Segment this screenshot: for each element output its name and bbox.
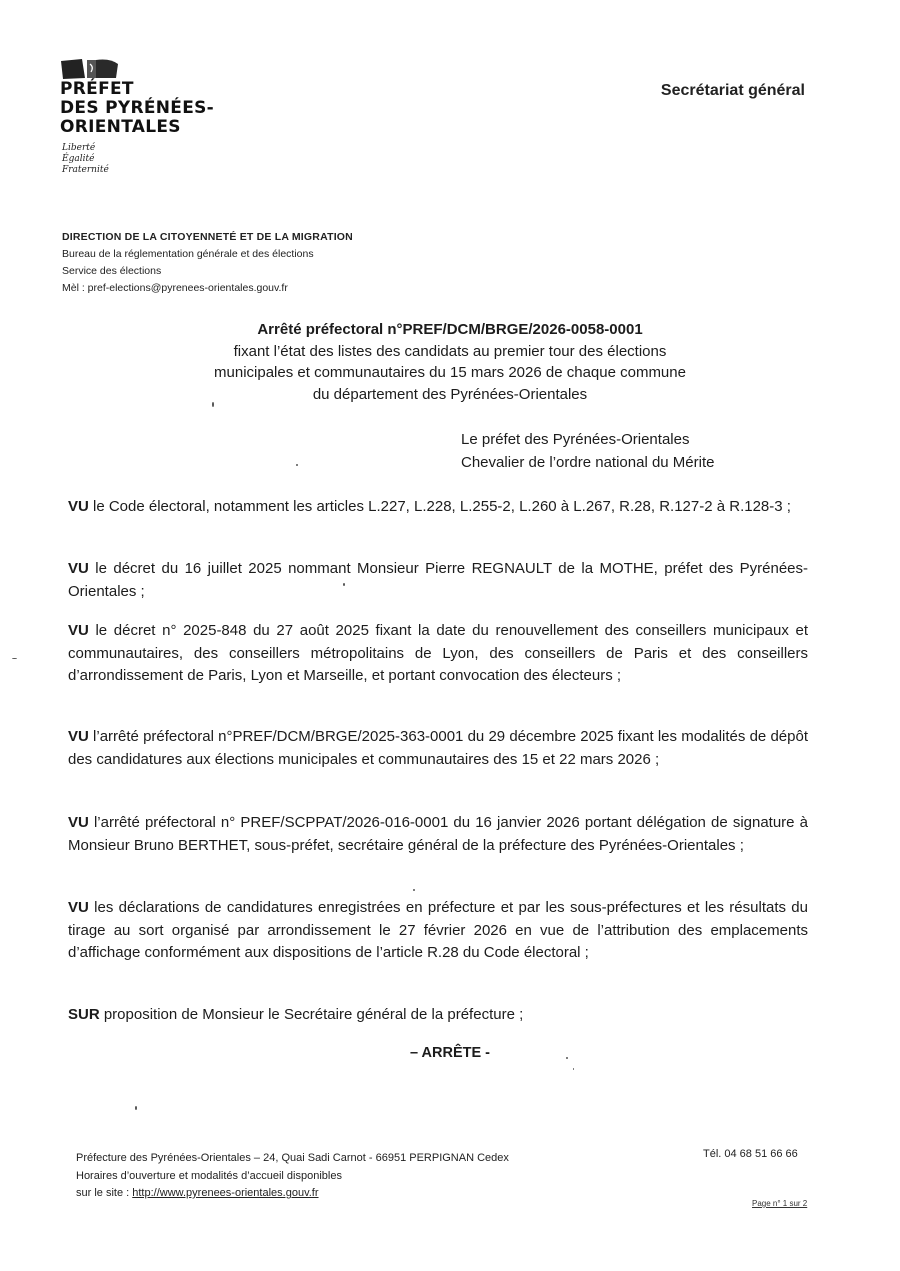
- consideration-paragraph: [68, 558, 808, 603]
- consideration-paragraph: [68, 726, 808, 771]
- consideration-paragraph: [68, 897, 808, 965]
- prefecture-logo: [60, 58, 290, 176]
- page-number: Page n° 1 sur 2: [752, 1199, 808, 1208]
- logo-line-1: PRÉFET: [60, 79, 134, 99]
- proposal-paragraph: [68, 1004, 808, 1027]
- bureau-name: Bureau de la réglementation générale et des élections: [62, 248, 314, 260]
- arrete-heading: – ARRÊTE -: [409, 1045, 491, 1061]
- scan-speck: [296, 464, 298, 466]
- decree-number: Arrêté préfectoral n°PREF/DCM/BRGE/2026-0058-0001: [257, 321, 643, 338]
- proposal-keyword: SUR: [68, 1006, 100, 1023]
- issuing-authority: [461, 428, 714, 474]
- scan-speck: [573, 1068, 574, 1070]
- footer-site-label: sur le site :: [76, 1187, 133, 1199]
- decree-subject-line-1: fixant l’état des listes des candidats au premier tour des élections: [233, 342, 667, 360]
- footer-site-link[interactable]: http://www.pyrenees-orientales.gouv.fr: [132, 1187, 319, 1199]
- consideration-keyword: VU: [68, 899, 89, 916]
- motto-liberte: Liberté: [62, 143, 96, 153]
- consideration-text: l’arrêté préfectoral n° PREF/SCPPAT/2026-016-0001 du 16 janvier 2026 portant délégation de signature à Monsieur Bruno BERTHET, sous-préfet, secrétaire général de la préfecture des Pyrénées-Orientales ;: [68, 814, 808, 854]
- authority-line-1: Le préfet des Pyrénées-Orientales: [461, 431, 690, 448]
- proposal-text: proposition de Monsieur le Secrétaire général de la préfecture ;: [99, 1006, 524, 1023]
- consideration-keyword: VU: [68, 560, 89, 577]
- logo-line-2: DES PYRÉNÉES-: [60, 98, 215, 118]
- consideration-text: l’arrêté préfectoral n°PREF/DCM/BRGE/2025-363-0001 du 29 décembre 2025 fixant les modalités de dépôt des candidatures aux élections municipales et communautaires des 15 et 22 mars 2026 ;: [68, 728, 808, 768]
- consideration-keyword: VU: [68, 498, 89, 515]
- consideration-paragraph: [68, 496, 808, 519]
- decree-subject-line-3: du département des Pyrénées-Orientales: [312, 385, 588, 403]
- consideration-text: le Code électoral, notamment les articles L.227, L.228, L.255-2, L.260 à L.267, R.28, R.127-2 à R.128-3 ;: [88, 498, 791, 515]
- consideration-text: les déclarations de candidatures enregistrées en préfecture et par les sous-préfectures et les résultats du tirage au sort organisé par arrondissement le 27 février 2026 en vue de l’attribution des emplacements d’affichage conformément aux dispositions de l’article R.28 du Code électoral ;: [68, 899, 808, 961]
- consideration-paragraph: [68, 812, 808, 857]
- scan-speck: [12, 658, 17, 659]
- consideration-keyword: VU: [68, 814, 89, 831]
- motto-egalite: Égalité: [62, 154, 95, 164]
- direction-name: DIRECTION DE LA CITOYENNETÉ ET DE LA MIGRATION: [62, 231, 353, 243]
- secretariat-general-heading: Secrétariat général: [660, 82, 805, 99]
- consideration-keyword: VU: [68, 728, 89, 745]
- marianne-flag-icon: [60, 58, 120, 80]
- footer-phone: Tél. 04 68 51 66 66: [703, 1148, 798, 1160]
- consideration-keyword: VU: [68, 622, 89, 639]
- footer-hours: Horaires d’ouverture et modalités d’accueil disponibles: [76, 1169, 342, 1182]
- motto-fraternite: Fraternité: [62, 165, 109, 175]
- scan-speck: [135, 1106, 137, 1110]
- consideration-text: le décret du 16 juillet 2025 nommant Monsieur Pierre REGNAULT de la MOTHE, préfet des Pyrénées-Orientales ;: [68, 560, 808, 600]
- logo-line-3: ORIENTALES: [60, 117, 181, 137]
- consideration-text: le décret n° 2025-848 du 27 août 2025 fixant la date du renouvellement des conseillers municipaux et communautaires, des conseillers métropolitains de Lyon, des conseillers de Paris et des conseillers d’arrondissement de Paris, Lyon et Marseille, et portant convocation des électeurs ;: [68, 622, 808, 684]
- service-email: Mèl : pref-elections@pyrenees-orientales.gouv.fr: [62, 282, 288, 294]
- scan-speck: [343, 583, 345, 586]
- decree-title: [100, 319, 800, 405]
- decree-subject-line-2: municipales et communautaires du 15 mars 2026 de chaque commune: [214, 364, 686, 381]
- footer-address: Préfecture des Pyrénées-Orientales – 24, Quai Sadi Carnot - 66951 PERPIGNAN Cedex: [76, 1152, 509, 1164]
- republic-motto: [60, 143, 290, 176]
- footer-site-line: [76, 1185, 509, 1203]
- service-name: Service des élections: [62, 265, 162, 277]
- scan-speck: [566, 1057, 568, 1059]
- scan-speck: [212, 402, 214, 407]
- consideration-paragraph: [68, 620, 808, 688]
- authority-line-2: Chevalier de l’ordre national du Mérite: [461, 454, 715, 471]
- footer-address-block: [76, 1150, 509, 1203]
- service-block: [62, 229, 353, 297]
- scan-speck: [413, 889, 415, 891]
